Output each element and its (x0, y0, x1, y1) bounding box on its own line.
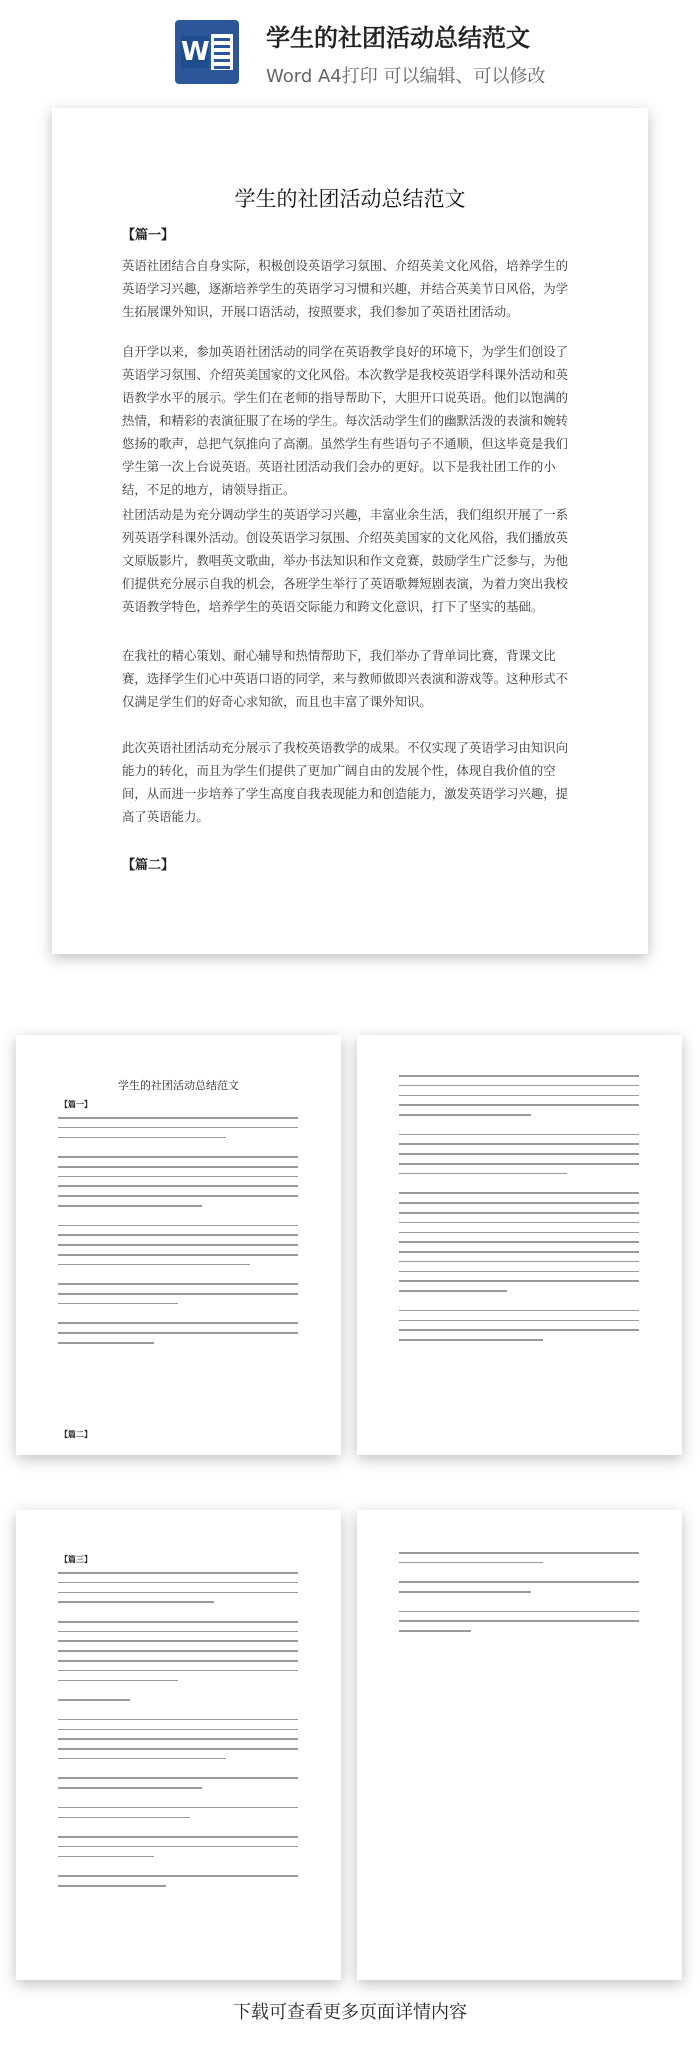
main-page-preview (52, 108, 648, 954)
thumbnail-text-lines (399, 1552, 639, 1640)
document-title: 学生的社团活动总结范文 (234, 187, 466, 211)
paragraph-1: 英语社团结合自身实际，积极创设英语学习氛围、介绍英美文化风俗，培养学生的英语学习兴趣，逐渐培养学生的英语学习习惯和兴趣，并结合英美节日风俗，为学生拓展课外知识，开展口语活动，按照要求，我们参加了英语社团活动。 (122, 258, 569, 319)
word-icon-letter: W (181, 37, 210, 67)
paragraph-5: 此次英语社团活动充分展示了我校英语教学的成果。不仅实现了英语学习由知识向能力的转化，而且为学生们提供了更加广阔自由的发展个性，体现自我价值的空间，从而进一步培养了学生高度自我表现能力和创造能力，激发英语学习兴趣，提高了英语能力。 (122, 740, 569, 824)
thumbnail-page-4 (357, 1510, 682, 1980)
thumbnail-text-lines (58, 1117, 298, 1352)
header (0, 0, 700, 92)
thumbnail-text-lines (399, 1075, 639, 1349)
thumbnail-section-3: 【篇三】 (60, 1554, 92, 1564)
thumbnail-section-2: 【篇二】 (60, 1429, 92, 1439)
section-label-2: 【篇二】 (122, 858, 175, 873)
thumbnail-page-1 (16, 1035, 341, 1455)
paragraph-4: 在我社的精心策划、耐心辅导和热情帮助下，我们举办了背单词比赛，背课文比赛，选择学生们心中英语口语的同学，来与教师做即兴表演和游戏等。这种形式不仅满足学生们的好奇心求知欲，而且也丰富了课外知识。 (122, 648, 569, 709)
header-subtitle: Word A4打印 可以编辑、可以修改 (266, 66, 546, 87)
thumbnail-title: 学生的社团活动总结范文 (118, 1079, 239, 1092)
paragraph-3: 社团活动是为充分调动学生的英语学习兴趣，丰富业余生活，我们组织开展了一系列英语学科课外活动。创设英语学习氛围、介绍英美国家的文化风俗，我们播放英文原版影片，教唱英文歌曲，举办书法知识和作文竞赛，鼓励学生广泛参与，为他们提供充分展示自我的机会，各班学生举行了英语歌舞短剧表演，为着力突出我校英语教学特色，培养学生的英语交际能力和跨文化意识，打下了坚实的基础。 (122, 507, 569, 614)
header-title: 学生的社团活动总结范文 (266, 24, 530, 52)
download-hint: 下载可查看更多页面详情内容 (233, 2002, 467, 2023)
thumbnail-page-3 (16, 1510, 341, 1980)
thumbnail-section-1: 【篇一】 (60, 1099, 92, 1109)
thumbnail-text-lines (58, 1572, 298, 1895)
thumbnail-page-2 (357, 1035, 682, 1455)
paragraph-2: 自开学以来，参加英语社团活动的同学在英语教学良好的环境下，为学生们创设了英语学习氛围、介绍英美国家的文化风俗。本次教学是我校英语学科课外活动和英语教学水平的展示。学生们在老师的指导帮助下，大胆开口说英语。他们以饱满的热情，和精彩的表演征服了在场的学生。每次活动学生们的幽默活泼的表演和婉转悠扬的歌声，总把气氛推向了高潮。虽然学生有些语句子不通顺，但这毕竟是我们学生第一次上台说英语。英语社团活动我们会办的更好。以下是我社团工作的小结，不足的地方，请领导指正。 (122, 344, 569, 497)
word-document-icon (175, 20, 239, 84)
section-label-1: 【篇一】 (122, 228, 175, 243)
